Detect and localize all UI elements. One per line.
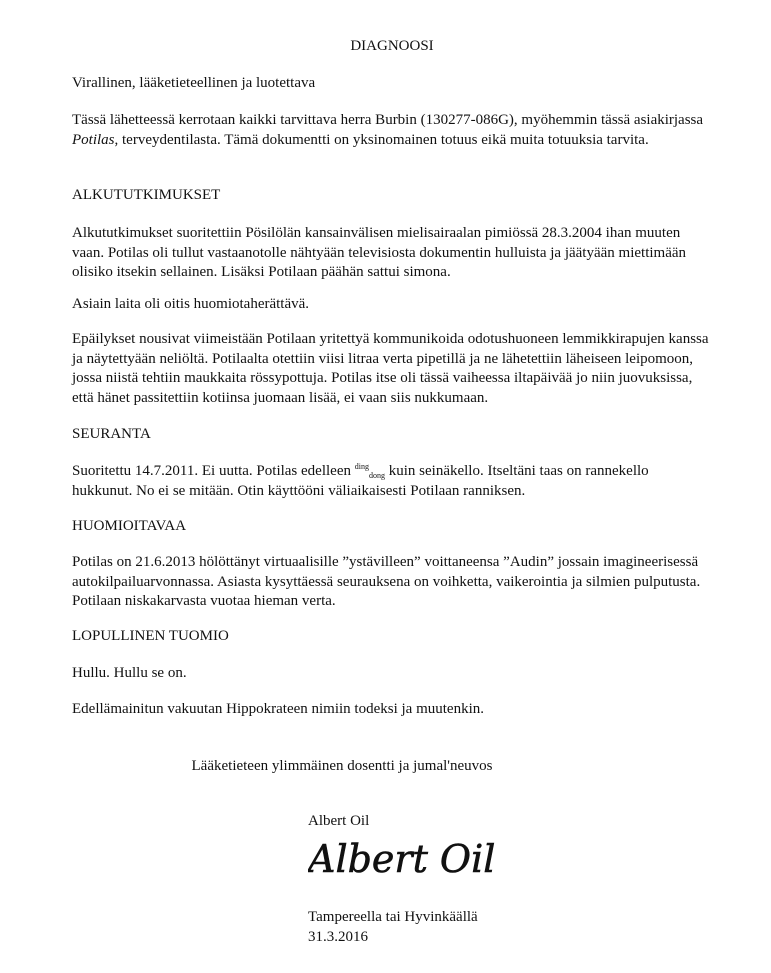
alku-paragraph-1: Alkututkimukset suoritettiin Pösilölän kansainvälisen mielisairaalan pimiössä 28.3.2004 ihan muuten vaan. Potilas oli tullut vastaanotolle nähtyään televisiosta dokumentin hulluista ja jäätyään miettimään olisiko itsekin sellainen. Lisäksi Potilaan päähän sattui simona. (72, 225, 687, 280)
signing-place: Tampereella tai Hyvinkäällä (308, 909, 478, 925)
intro-emphasis: Potilas (72, 131, 115, 148)
document-subtitle: Virallinen, lääketieteellinen ja luotettava (72, 75, 316, 91)
huomio-paragraph: Potilas on 21.6.2013 hölöttänyt virtuaalisille ”ystävilleen” voittaneensa ”Audin” jossain imagineerisessä autokilpailuarvonnassa. Asiasta kysyttäessä seurauksena on voihketta, vaikerointia ja silmien pulputusta. Potilaan niskakarvasta vuotaa hieman verta. (72, 554, 701, 609)
heading-lopullinen-tuomio: LOPULLINEN TUOMIO (72, 628, 229, 644)
intro-paragraph (72, 111, 712, 150)
intro-text-post: , terveydentilasta. Tämä dokumentti on yksinomainen totuus eikä muita totuuksia tarvita. (114, 131, 649, 148)
signing-date: 31.3.2016 (308, 929, 368, 945)
intro-text-pre: Tässä lähetteessä kerrotaan kaikki tarvittava herra Burbin (130277-086G), myöhemmin tässä asiakirjassa (72, 112, 704, 128)
heading-seuranta: SEURANTA (72, 426, 151, 442)
alku-paragraph-2: Asiain laita oli oitis huomiotaherättävä. (72, 296, 310, 312)
handwritten-signature (308, 826, 528, 890)
signature-text: Albert Oil (308, 837, 496, 881)
superscript-ding: ding (354, 462, 369, 471)
alku-paragraph-3: Epäilykset nousivat viimeistään Potilaan yritettyä kommunikoida odotushuoneen lemmikkirapujen kanssa ja näytettyään neliöltä. Potilaalta otettiin viisi litraa verta pipetillä ja ne lähetettiin läheiseen leipomoon, jossa niistä tehtiin maukkaita rössypottuja. Potilas itse oli tässä vaiheessa iltapäivää jo niin juovuksissa, että hänet passitettiin kotiinsa juomaan lisää, ei vaan siis nukkumaan. (72, 331, 709, 406)
tuomio-paragraph-1: Hullu. Hullu se on. (72, 665, 187, 681)
signer-name: Albert Oil (308, 813, 370, 829)
signer-title: Lääketieteen ylimmäinen dosentti ja jumal'neuvos (191, 758, 493, 774)
document-title: DIAGNOOSI (350, 38, 434, 54)
seuranta-text-post: kuin seinäkello. Itseltäni taas on rannekello hukkunut. No ei se mitään. Otin käyttööni väliaikaisesti Potilaan ranniksen. (72, 463, 649, 499)
heading-huomioitavaa: HUOMIOITAVAA (72, 518, 187, 534)
seuranta-text-pre: Suoritettu 14.7.2011. Ei uutta. Potilas edelleen (72, 463, 355, 479)
seuranta-paragraph (72, 462, 712, 501)
tuomio-paragraph-2: Edellämainitun vakuutan Hippokrateen nimiin todeksi ja muutenkin. (72, 701, 484, 717)
subscript-dong: dong (368, 471, 385, 480)
heading-alkututkimukset: ALKUTUTKIMUKSET (72, 187, 221, 203)
